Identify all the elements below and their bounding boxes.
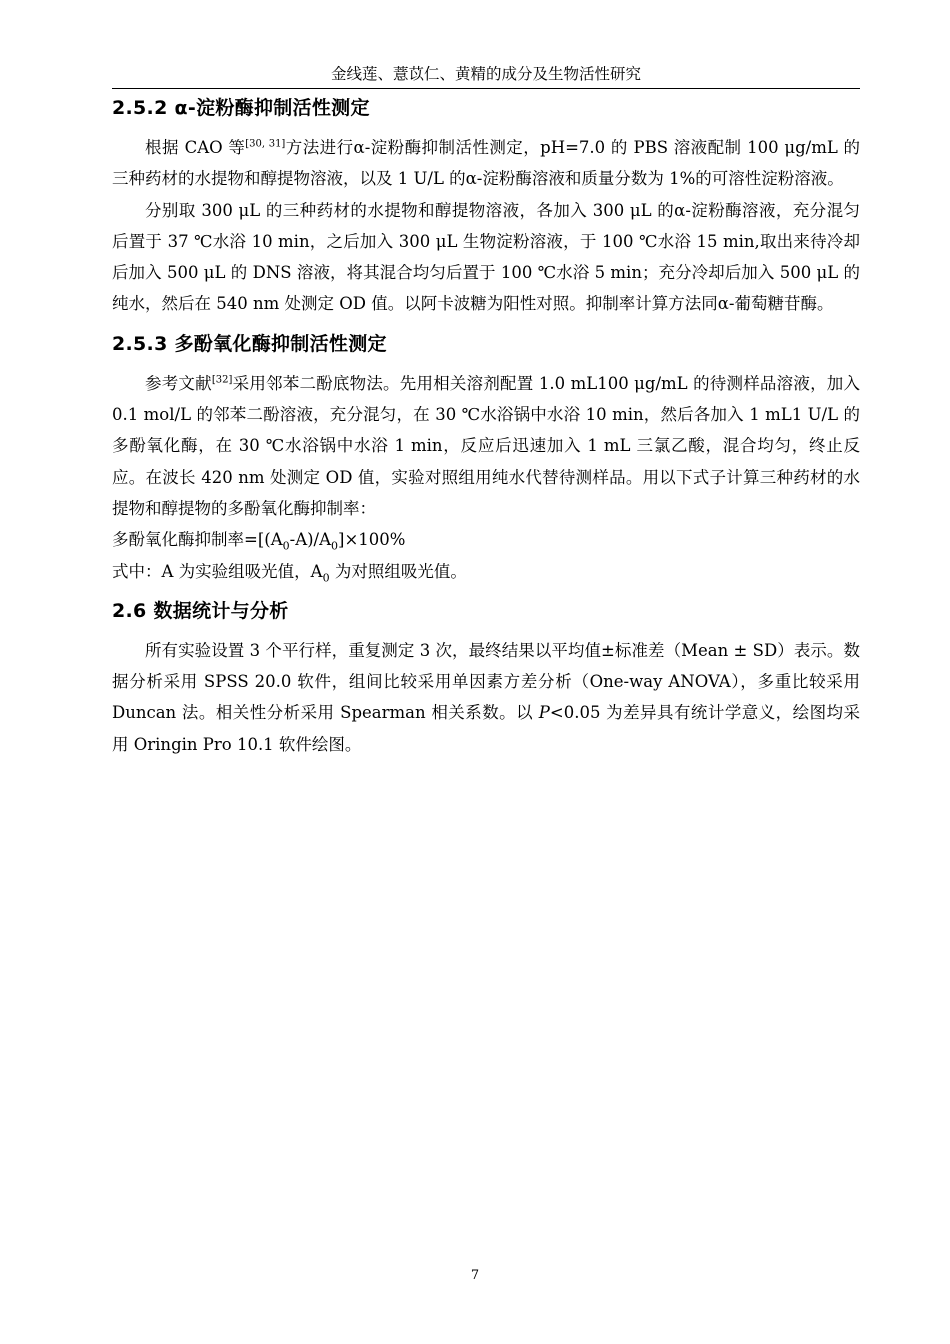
citation-32: [32] — [211, 374, 233, 386]
page-body — [112, 92, 860, 760]
section-heading-2-6: 2.6 数据统计与分析 — [112, 599, 289, 622]
paragraph-2-6-1: 所有实验设置 3 个平行样，重复测定 3 次，最终结果以平均值±标准差（Mean ± SD）表示。数据分析采用 SPSS 20.0 软件，组间比较采用单因素方差分析（One-way ANOVA），多重比较采用 Duncan 法。相关性分析采用 Spearman 相关系数。以 P<0.05 为差异具有统计学意义，绘图均采用 Oringin Pro 10.1 软件绘图。 — [112, 640, 860, 754]
section-heading-2-5-2: 2.5.2 α-淀粉酶抑制活性测定 — [112, 97, 370, 119]
page-number: 7 — [470, 1268, 480, 1283]
paragraph-2-5-3-1: 参考文献[32]采用邻苯二酚底物法。先用相关溶剂配置 1.0 mL100 μg/mL 的待测样品溶液，加入 0.1 mol/L 的邻苯二酚溶液，充分混匀，在 30 ℃水浴锅中水浴 10 min，然后各加入 1 mL1 U/L 的多酚氧化酶，在 30 ℃水浴锅中水浴 1 min，反应后迅速加入 1 mL 三氯乙酸，混合均匀，终止反应。在波长 420 nm 处测定 OD 值，实验对照组用纯水代替待测样品。用以下式子计算三种药材的水提物和醇提物的多酚氧化酶抑制率： — [112, 373, 861, 518]
running-header: 金线莲、薏苡仁、黄精的成分及生物活性研究 — [112, 62, 860, 89]
paragraph-2-5-2-2: 分别取 300 μL 的三种药材的水提物和醇提物溶液，各加入 300 μL 的α-淀粉酶溶液，充分混匀后置于 37 ℃水浴 10 min，之后加入 300 μL 生物淀粉溶液，于 100 ℃水浴 15 min,取出来待冷却后加入 500 μL 的 DNS 溶液，将其混合均匀后置于 100 ℃水浴 5 min；充分冷却后加入 500 μL 的纯水，然后在 540 nm 处测定 OD 值。以阿卡波糖为阳性对照。抑制率计算方法同α-葡萄糖苷酶。 — [112, 200, 860, 314]
formula-line: 多酚氧化酶抑制率$=[(A_0-A)/A_0]\times 100\%$ — [112, 530, 406, 553]
citation-30-31: [30, 31] — [245, 138, 286, 150]
section-heading-2-5-3: 2.5.3 多酚氧化酶抑制活性测定 — [112, 332, 387, 355]
paragraph-2-5-2-1: 根据 CAO 等[30, 31]方法进行α-淀粉酶抑制活性测定，pH=7.0 的 PBS 溶液配制 100 μg/mL 的三种药材的水提物和醇提物溶液，以及 1 U/L 的α-淀粉酶溶液和质量分数为 1%的可溶性淀粉溶液。 — [112, 138, 860, 189]
formula-explanation: 式中：A 为实验组吸光值，$A_0$ 为对照组吸光值。 — [112, 561, 467, 584]
